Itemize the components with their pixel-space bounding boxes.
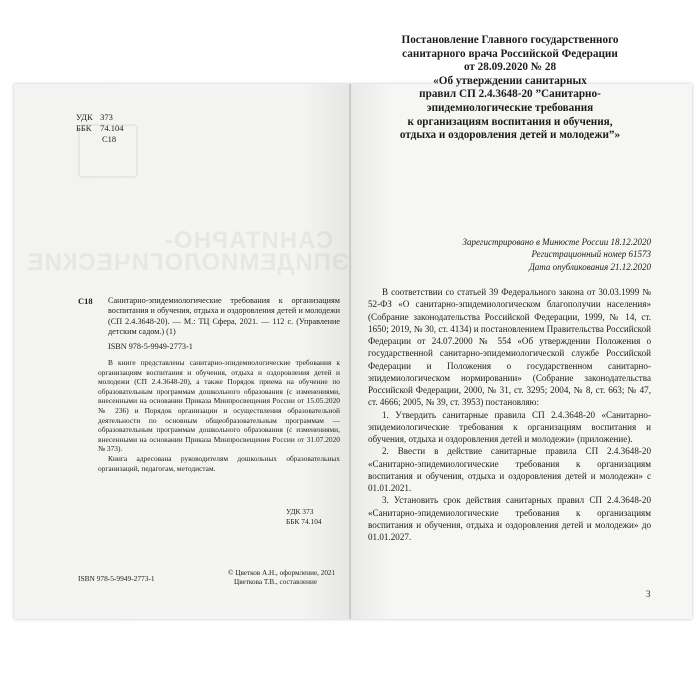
title-line: от 28.09.2020 № 28 <box>463 61 557 74</box>
isbn-bottom: ISBN 978-5-9949-2773-1 <box>78 574 155 583</box>
title-line: правил СП 2.4.3648-20 ”Санитарно- <box>419 88 601 101</box>
catalog-record <box>78 296 340 473</box>
copyright-block <box>228 569 335 587</box>
bbk-value: 74.104 <box>100 123 124 133</box>
catalog-code: С18 <box>78 296 93 306</box>
catalog-isbn: ISBN 978-5-9949-2773-1 <box>108 341 193 351</box>
copyright-compilation: Цветкова Т.В., составление <box>234 578 318 587</box>
udk-bottom: УДК 373 <box>286 507 314 516</box>
catalog-annotation: В книге представлены санитарно-эпидемиологические требования к организациям воспитания и обучения, отдыха и оздоровления детей и молодежи (СП 2.4.3648-20), а также Порядок приема на обучение по образовательным программам дошкольного образования (с изменениями, внесенными на основании Приказа Минпросвещения России от 15.05.2020 № 236) и Порядок организации и осуществления образовательной деятельности по основным общеобразовательным программам — образовательным программам дошкольного образования (с изменениями, внесенными на основании Приказа Минпросвещения России от 31.07.2020 № 373). <box>98 358 340 454</box>
catalog-audience: Книга адресована руководителям дошкольных образовательных организаций, педагогам, методистам. <box>98 453 340 473</box>
udk-line <box>76 112 124 123</box>
registration-date: Зарегистрировано в Минюсте России 18.12.2020 <box>462 237 651 247</box>
paragraph-preamble: В соответствии со статьей 39 Федерального закона от 30.03.1999 № 52-ФЗ «О санитарно-эпидемиологическом благополучии населения» (Собрание законодательства Российской Федерации, 1999, № 14, ст. 1650; 2019, № 30, ст. 4134) и постановлением Правительства Российской Федерации от 24.07.2000 № 554 «Об утверждении Положения о государственной санитарно-эпидемиологической службе Российской Федерации и Положения о государственном санитарно-эпидемиологическом нормировании» (Собрание законодательства Российской Федерации, 2000, № 31, ст. 3295; 2004, № 8, ст. 663; № 47, ст. 4666; 2005, № 39, ст. 3953) постановляю: <box>368 287 651 408</box>
paragraph-item-3: 3. Установить срок действия санитарных правил СП 2.4.3648-20 «Санитарно-эпидемиологические требования к организациям воспитания и обучения, отдыха и оздоровления детей и молодежи» до 01.01.2027. <box>368 495 651 542</box>
title-line: санитарного врача Российской Федерации <box>402 47 618 60</box>
title-line: отдыха и оздоровления детей и молодежи”» <box>399 129 621 142</box>
bbk-label: ББК <box>76 123 92 133</box>
left-page <box>14 84 351 619</box>
classification-block <box>76 112 124 145</box>
title-line: к организациям воспитания и обучения, <box>407 115 613 128</box>
udk-label: УДК <box>76 112 93 122</box>
title-line: «Об утверждении санитарных <box>433 74 587 87</box>
author-mark: С18 <box>102 134 117 144</box>
registration-number: Регистрационный номер 61573 <box>531 249 651 260</box>
bleed-through-title: САНИТАРНО-ЭПИДЕМИОЛОГИЧЕСКИЕ <box>26 227 349 276</box>
copyright-design: © Цветков А.Н., оформление, 2021 <box>228 569 336 577</box>
catalog-description: Санитарно-эпидемиологические требования к организациям воспитания и обучения, отдыха и оздоровления детей и молодежи (СП 2.4.3648-20). — М.: ТЦ Сфера, 2021. — 112 с. (Управление детским садом.) (1) <box>108 296 340 337</box>
decree-body <box>368 286 651 543</box>
decree-title <box>375 34 645 143</box>
publication-date: Дата опубликования 21.12.2020 <box>529 261 651 272</box>
page-number: 3 <box>646 589 651 599</box>
udk-value: 373 <box>100 112 113 122</box>
bbk-bottom: ББК 74.104 <box>286 516 322 526</box>
paragraph-item-2: 2. Ввести в действие санитарные правила СП 2.4.3648-20 «Санитарно-эпидемиологические требования к организациям воспитания и обучения, отдыха и оздоровления детей и молодежи» с 01.01.2021. <box>368 446 651 493</box>
title-line: Постановление Главного государственного <box>401 34 619 46</box>
registration-info <box>420 236 651 273</box>
bbk-line <box>76 123 124 134</box>
title-line: эпидемиологические требования <box>426 101 594 114</box>
paragraph-item-1: 1. Утвердить санитарные правила СП 2.4.3648-20 «Санитарно-эпидемиологические требования к организациям воспитания и обучения, отдыха и оздоровления детей и молодежи» (приложение). <box>368 409 651 444</box>
bottom-classification <box>286 507 322 526</box>
